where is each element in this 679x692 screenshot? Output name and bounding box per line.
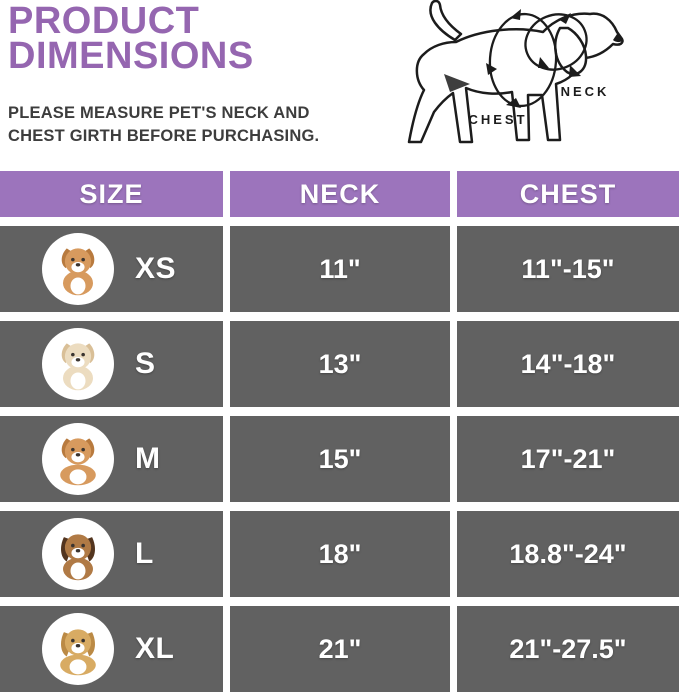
neck-diagram-label: NECK xyxy=(560,84,610,99)
size-label: L xyxy=(135,537,154,570)
neck-value: 21" xyxy=(230,606,450,692)
golden-retriever-icon xyxy=(48,619,108,679)
chest-diagram-label: CHEST xyxy=(468,112,528,127)
neck-value: 11" xyxy=(230,226,450,312)
column-header-chest: CHEST xyxy=(457,171,679,217)
size-label: M xyxy=(135,442,161,475)
corgi-puppy-icon xyxy=(48,239,108,299)
header-area xyxy=(0,0,679,171)
dog-photo-circle xyxy=(42,328,114,400)
dog-photo-circle xyxy=(42,518,114,590)
chest-value: 11"-15" xyxy=(457,226,679,312)
table-row-size-cell xyxy=(0,416,223,502)
measure-instructions-line1: PLEASE MEASURE PET'S NECK AND xyxy=(8,104,310,122)
measure-instructions xyxy=(8,102,319,148)
page-title-line2: DIMENSIONS xyxy=(8,35,254,77)
size-label: S xyxy=(135,347,156,380)
table-row-size-cell xyxy=(0,226,223,312)
table-row-size-cell xyxy=(0,511,223,597)
page-title-line1: PRODUCT xyxy=(8,0,200,42)
dog-photo-circle xyxy=(42,233,114,305)
neck-value: 15" xyxy=(230,416,450,502)
page-title xyxy=(8,0,254,77)
chest-value: 21"-27.5" xyxy=(457,606,679,692)
column-header-neck: NECK xyxy=(230,171,450,217)
measure-instructions-line2: CHEST GIRTH BEFORE PURCHASING. xyxy=(8,127,320,145)
table-row-size-cell xyxy=(0,606,223,692)
cream-puppy-icon xyxy=(48,334,108,394)
corgi-adult-icon xyxy=(48,429,108,489)
size-label: XL xyxy=(135,632,175,665)
dog-tail-line xyxy=(430,1,461,40)
table-row-size-cell xyxy=(0,321,223,407)
dog-photo-circle xyxy=(42,613,114,685)
neck-value: 18" xyxy=(230,511,450,597)
size-chart-table xyxy=(0,171,679,692)
neck-value: 13" xyxy=(230,321,450,407)
beagle-icon xyxy=(48,524,108,584)
size-label: XS xyxy=(135,252,177,285)
column-header-size: SIZE xyxy=(0,171,223,217)
dog-measurement-diagram xyxy=(388,0,679,152)
dog-photo-circle xyxy=(42,423,114,495)
chest-value: 14"-18" xyxy=(457,321,679,407)
chest-value: 18.8"-24" xyxy=(457,511,679,597)
chest-value: 17"-21" xyxy=(457,416,679,502)
